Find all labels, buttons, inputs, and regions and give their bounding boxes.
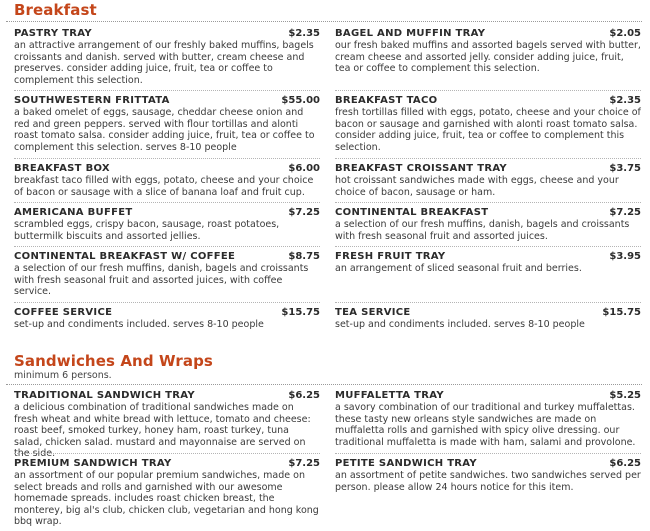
item-name: BREAKFAST TACO bbox=[335, 95, 438, 106]
item-description: a selection of our fresh muffins, danish, bagels and croissants with fresh seasonal fruit and assorted juices, with coffee service. bbox=[14, 263, 309, 297]
item-price: $3.95 bbox=[609, 251, 641, 262]
menu-item[interactable] bbox=[14, 307, 320, 331]
item-price: $2.05 bbox=[609, 28, 641, 39]
item-price: $6.25 bbox=[609, 458, 641, 469]
item-description: a baked omelet of eggs, sausage, cheddar cheese onion and red and green peppers. served with flour tortillas and alonti roast tomato salsa. consider adding juice, fruit, tea or coffee to complement this selection. serves 8-10 people bbox=[14, 107, 315, 153]
sandwiches-section bbox=[0, 350, 650, 531]
item-name: PREMIUM SANDWICH TRAY bbox=[14, 458, 172, 469]
item-name: BREAKFAST BOX bbox=[14, 163, 110, 174]
item-price: $5.25 bbox=[609, 390, 641, 401]
item-name: SOUTHWESTERN FRITTATA bbox=[14, 95, 170, 106]
menu-item[interactable] bbox=[14, 207, 320, 242]
item-price: $15.75 bbox=[602, 307, 641, 318]
item-price: $7.25 bbox=[288, 458, 320, 469]
item-description: breakfast taco filled with eggs, potato, cheese and your choice of bacon or sausage with a slice of banana loaf and fruit cup. bbox=[14, 175, 314, 198]
item-description: a delicious combination of traditional sandwiches made on fresh wheat and white bread with lettuce, tomato and cheese: roast beef, smoked turkey, honey ham, roast turkey, tuna salad, chicken salad. mustard and mayonnaise are served on the side. bbox=[14, 402, 311, 459]
item-price: $7.25 bbox=[288, 207, 320, 218]
item-name: TRADITIONAL SANDWICH TRAY bbox=[14, 390, 195, 401]
menu-item[interactable] bbox=[14, 95, 320, 153]
section-title: Sandwiches And Wraps bbox=[14, 352, 213, 370]
item-name: COFFEE SERVICE bbox=[14, 307, 113, 318]
menu-item[interactable] bbox=[14, 458, 320, 528]
menu-item[interactable] bbox=[335, 28, 641, 75]
section-subtitle: minimum 6 persons. bbox=[14, 370, 112, 381]
item-price: $2.35 bbox=[288, 28, 320, 39]
item-name: BAGEL AND MUFFIN TRAY bbox=[335, 28, 486, 39]
item-description: an arrangement of sliced seasonal fruit and berries. bbox=[335, 263, 582, 274]
item-description: an assortment of petite sandwiches. two sandwiches served per person. please allow 24 hours notice for this item. bbox=[335, 470, 641, 493]
item-description: scrambled eggs, crispy bacon, sausage, roast potatoes, buttermilk biscuits and assorted jellies. bbox=[14, 219, 280, 242]
item-description: our fresh baked muffins and assorted bagels served with butter, cream cheese and assorted jelly. consider adding juice, fruit, tea or coffee to complement this selection. bbox=[335, 40, 641, 74]
item-name: AMERICANA BUFFET bbox=[14, 207, 133, 218]
item-price: $6.00 bbox=[288, 163, 320, 174]
menu-item[interactable] bbox=[14, 28, 320, 86]
item-name: CONTINENTAL BREAKFAST W/ COFFEE bbox=[14, 251, 236, 262]
section-divider bbox=[6, 21, 642, 22]
menu-item[interactable] bbox=[335, 458, 641, 493]
item-description: a selection of our fresh muffins, danish, bagels and croissants with fresh seasonal fruit and assorted juices. bbox=[335, 219, 630, 242]
item-price: $15.75 bbox=[281, 307, 320, 318]
item-name: MUFFALETTA TRAY bbox=[335, 390, 444, 401]
item-name: TEA SERVICE bbox=[335, 307, 411, 318]
item-description: set-up and condiments included. serves 8-10 people bbox=[14, 319, 264, 330]
menu-item[interactable] bbox=[14, 163, 320, 198]
item-name: FRESH FRUIT TRAY bbox=[335, 251, 446, 262]
item-price: $7.25 bbox=[609, 207, 641, 218]
item-description: set-up and condiments included. serves 8-10 people bbox=[335, 319, 585, 330]
item-description: an assortment of our popular premium sandwiches, made on select breads and rolls and garnished with our awesome homemade spreads. includes roast chicken breast, the monterey, big al's club, chicken club, vegetarian and hong kong bbq wrap. bbox=[14, 470, 319, 527]
menu-item[interactable] bbox=[335, 163, 641, 198]
menu-item[interactable] bbox=[335, 307, 641, 331]
menu-item[interactable] bbox=[335, 251, 641, 275]
item-price: $55.00 bbox=[281, 95, 320, 106]
item-name: PETITE SANDWICH TRAY bbox=[335, 458, 477, 469]
item-name: BREAKFAST CROISSANT TRAY bbox=[335, 163, 507, 174]
menu-item[interactable] bbox=[335, 95, 641, 153]
item-description: hot croissant sandwiches made with eggs, cheese and your choice of bacon, sausage or ham. bbox=[335, 175, 619, 198]
menu-item[interactable] bbox=[14, 390, 320, 460]
item-name: PASTRY TRAY bbox=[14, 28, 92, 39]
item-price: $2.35 bbox=[609, 95, 641, 106]
menu-item[interactable] bbox=[335, 207, 641, 242]
item-description: an attractive arrangement of our freshly baked muffins, bagels croissants and danish. served with butter, cream cheese and preserves. consider adding juice, fruit, tea or coffee to complement this selection. bbox=[14, 40, 314, 86]
menu-item[interactable] bbox=[14, 251, 320, 298]
item-description: fresh tortillas filled with eggs, potato, cheese and your choice of bacon or sausage and garnished with alonti roast tomato salsa. consider adding juice, fruit, tea or coffee to complement this selection. bbox=[335, 107, 641, 153]
menu-item[interactable] bbox=[335, 390, 641, 448]
item-description: a savory combination of our traditional and turkey muffalettas. these tasty new orleans style sandwiches are made on muffaletta rolls and garnished with spicy olive dressing. our traditional muffaletta is made with ham, salami and provolone. bbox=[335, 402, 636, 448]
item-price: $8.75 bbox=[288, 251, 320, 262]
section-divider bbox=[6, 384, 642, 385]
item-name: CONTINENTAL BREAKFAST bbox=[335, 207, 489, 218]
section-title: Breakfast bbox=[14, 1, 97, 19]
item-price: $6.25 bbox=[288, 390, 320, 401]
item-price: $3.75 bbox=[609, 163, 641, 174]
